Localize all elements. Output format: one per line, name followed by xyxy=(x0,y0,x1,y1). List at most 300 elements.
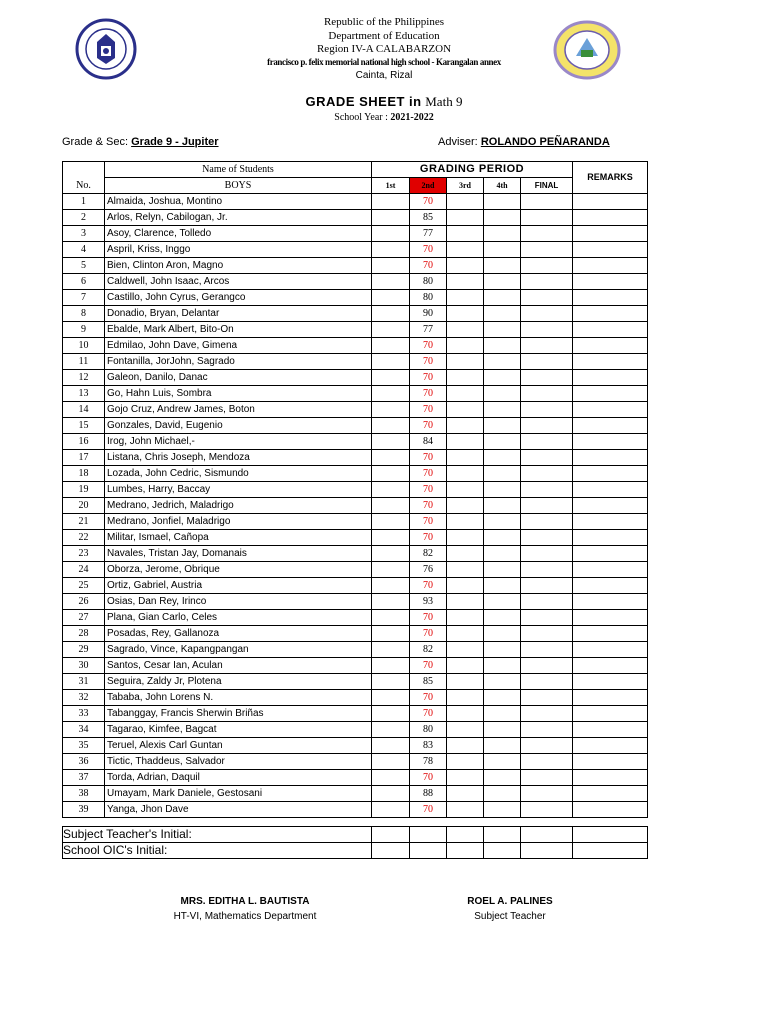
grade-q4-cell xyxy=(484,626,521,642)
grade-q3-cell xyxy=(447,642,484,658)
header-region: Region IV-A CALABARZON xyxy=(316,43,452,55)
table-row xyxy=(63,226,648,242)
grade-q3-cell xyxy=(447,338,484,354)
grade-q1-cell xyxy=(372,578,410,594)
remarks-cell xyxy=(573,274,648,290)
student-name: Yanga, Jhon Dave xyxy=(105,802,372,818)
remarks-cell xyxy=(573,658,648,674)
grade-q3-cell xyxy=(447,610,484,626)
header-row-1 xyxy=(63,162,648,178)
grade-q3-cell xyxy=(447,322,484,338)
teacher-initial-label: Subject Teacher's Initial: xyxy=(63,827,372,843)
grade-q2-cell: 70 xyxy=(410,802,447,818)
remarks-cell xyxy=(573,514,648,530)
grade-q3-cell xyxy=(447,786,484,802)
initial-cell xyxy=(372,843,410,859)
grade-q1-cell xyxy=(372,466,410,482)
final-grade-cell xyxy=(521,706,573,722)
row-number: 6 xyxy=(63,274,105,290)
row-number: 34 xyxy=(63,722,105,738)
row-number: 36 xyxy=(63,754,105,770)
grade-table xyxy=(62,161,648,818)
final-grade-cell xyxy=(521,258,573,274)
student-name: Torda, Adrian, Daquil xyxy=(105,770,372,786)
row-number: 25 xyxy=(63,578,105,594)
grade-q4-cell xyxy=(484,722,521,738)
grade-q4-cell xyxy=(484,338,521,354)
table-row xyxy=(63,322,648,338)
teacher-initial-row xyxy=(63,827,648,843)
student-name: Arlos, Relyn, Cabilogan, Jr. xyxy=(105,210,372,226)
table-row xyxy=(63,258,648,274)
oic-initial-row xyxy=(63,843,648,859)
grade-q4-cell xyxy=(484,402,521,418)
grade-q3-cell xyxy=(447,594,484,610)
grade-q2-cell: 93 xyxy=(410,594,447,610)
grade-q3-cell xyxy=(447,418,484,434)
initial-cell xyxy=(484,827,521,843)
final-grade-cell xyxy=(521,402,573,418)
student-name: Gojo Cruz, Andrew James, Boton xyxy=(105,402,372,418)
grade-q1-cell xyxy=(372,658,410,674)
grade-q1-cell xyxy=(372,642,410,658)
grade-q3-cell xyxy=(447,482,484,498)
q4-header: 4th xyxy=(484,178,521,194)
remarks-cell xyxy=(573,802,648,818)
table-row xyxy=(63,642,648,658)
grade-q3-cell xyxy=(447,242,484,258)
student-name: Almaida, Joshua, Montino xyxy=(105,194,372,210)
table-row xyxy=(63,290,648,306)
no-header-spacer xyxy=(63,162,105,178)
grade-q1-cell xyxy=(372,306,410,322)
grade-q4-cell xyxy=(484,610,521,626)
row-number: 23 xyxy=(63,546,105,562)
student-name: Fontanilla, JorJohn, Sagrado xyxy=(105,354,372,370)
grade-q1-cell xyxy=(372,754,410,770)
student-name: Santos, Cesar Ian, Aculan xyxy=(105,658,372,674)
grade-q3-cell xyxy=(447,722,484,738)
final-grade-cell xyxy=(521,658,573,674)
final-grade-cell xyxy=(521,354,573,370)
grade-q2-cell: 80 xyxy=(410,274,447,290)
grade-q2-cell: 88 xyxy=(410,786,447,802)
initial-cell xyxy=(521,843,573,859)
grade-q1-cell xyxy=(372,290,410,306)
remarks-cell xyxy=(573,194,648,210)
boys-header: BOYS xyxy=(105,178,372,194)
grade-q1-cell xyxy=(372,434,410,450)
grade-q3-cell xyxy=(447,770,484,786)
grade-q1-cell xyxy=(372,482,410,498)
grade-q1-cell xyxy=(372,738,410,754)
student-name: Lumbes, Harry, Baccay xyxy=(105,482,372,498)
student-name: Umayam, Mark Daniele, Gestosani xyxy=(105,786,372,802)
grade-q4-cell xyxy=(484,738,521,754)
grade-q3-cell xyxy=(447,674,484,690)
remarks-cell xyxy=(573,690,648,706)
grade-q2-cell: 70 xyxy=(410,658,447,674)
student-name: Caldwell, John Isaac, Arcos xyxy=(105,274,372,290)
final-grade-cell xyxy=(521,498,573,514)
grade-q2-cell: 76 xyxy=(410,562,447,578)
table-row xyxy=(63,770,648,786)
initial-cell xyxy=(573,827,648,843)
row-number: 22 xyxy=(63,530,105,546)
remarks-cell xyxy=(573,722,648,738)
remarks-cell xyxy=(573,402,648,418)
table-row xyxy=(63,306,648,322)
q3-header: 3rd xyxy=(447,178,484,194)
grade-q2-cell: 84 xyxy=(410,434,447,450)
grade-q1-cell xyxy=(372,194,410,210)
school-year-label: School Year : xyxy=(334,112,388,123)
row-number: 31 xyxy=(63,674,105,690)
grade-q4-cell xyxy=(484,562,521,578)
row-number: 19 xyxy=(63,482,105,498)
final-grade-cell xyxy=(521,290,573,306)
final-grade-cell xyxy=(521,434,573,450)
student-name: Bien, Clinton Aron, Magno xyxy=(105,258,372,274)
final-grade-cell xyxy=(521,370,573,386)
grade-q1-cell xyxy=(372,370,410,386)
grade-q2-cell: 70 xyxy=(410,402,447,418)
grade-q1-cell xyxy=(372,226,410,242)
grade-q3-cell xyxy=(447,402,484,418)
row-number: 20 xyxy=(63,498,105,514)
student-name: Go, Hahn Luis, Sombra xyxy=(105,386,372,402)
grade-q4-cell xyxy=(484,690,521,706)
grade-q2-cell: 70 xyxy=(410,530,447,546)
grade-q4-cell xyxy=(484,242,521,258)
grade-q2-cell: 70 xyxy=(410,514,447,530)
row-number: 7 xyxy=(63,290,105,306)
table-row xyxy=(63,418,648,434)
final-grade-cell xyxy=(521,722,573,738)
student-name: Tagarao, Kimfee, Bagcat xyxy=(105,722,372,738)
grade-q4-cell xyxy=(484,226,521,242)
grade-q3-cell xyxy=(447,274,484,290)
table-row xyxy=(63,738,648,754)
signatory-name: MRS. EDITHA L. BAUTISTA xyxy=(180,896,310,907)
table-row xyxy=(63,354,648,370)
final-grade-cell xyxy=(521,194,573,210)
final-grade-cell xyxy=(521,690,573,706)
student-name: Listana, Chris Joseph, Mendoza xyxy=(105,450,372,466)
grade-q4-cell xyxy=(484,594,521,610)
table-row xyxy=(63,434,648,450)
student-name: Seguira, Zaldy Jr, Plotena xyxy=(105,674,372,690)
remarks-cell xyxy=(573,466,648,482)
grade-q3-cell xyxy=(447,290,484,306)
table-row xyxy=(63,450,648,466)
final-grade-cell xyxy=(521,802,573,818)
grade-q1-cell xyxy=(372,610,410,626)
final-grade-cell xyxy=(521,610,573,626)
remarks-cell xyxy=(573,482,648,498)
table-row xyxy=(63,530,648,546)
remarks-cell xyxy=(573,594,648,610)
table-row xyxy=(63,242,648,258)
grade-q3-cell xyxy=(447,690,484,706)
grade-q2-cell: 80 xyxy=(410,290,447,306)
grade-q4-cell xyxy=(484,802,521,818)
grade-q1-cell xyxy=(372,546,410,562)
student-name: Aspril, Kriss, Inggo xyxy=(105,242,372,258)
remarks-cell xyxy=(573,306,648,322)
grade-q4-cell xyxy=(484,578,521,594)
remarks-cell xyxy=(573,578,648,594)
header-row-2 xyxy=(63,178,648,194)
remarks-cell xyxy=(573,770,648,786)
row-number: 27 xyxy=(63,610,105,626)
final-grade-cell xyxy=(521,482,573,498)
grade-q2-cell: 70 xyxy=(410,610,447,626)
grade-q4-cell xyxy=(484,754,521,770)
initial-cell xyxy=(447,827,484,843)
grade-q4-cell xyxy=(484,418,521,434)
grade-q2-cell: 70 xyxy=(410,194,447,210)
grade-q1-cell xyxy=(372,450,410,466)
grade-q4-cell xyxy=(484,658,521,674)
grade-q2-cell: 70 xyxy=(410,626,447,642)
remarks-cell xyxy=(573,546,648,562)
grade-q4-cell xyxy=(484,450,521,466)
remarks-cell xyxy=(573,386,648,402)
initial-cell xyxy=(447,843,484,859)
remarks-cell xyxy=(573,610,648,626)
no-header: No. xyxy=(63,178,105,194)
table-row xyxy=(63,194,648,210)
grade-q1-cell xyxy=(372,786,410,802)
grade-q3-cell xyxy=(447,258,484,274)
final-grade-cell xyxy=(521,674,573,690)
grade-q4-cell xyxy=(484,210,521,226)
table-row xyxy=(63,370,648,386)
final-grade-cell xyxy=(521,274,573,290)
grading-period-header: GRADING PERIOD xyxy=(372,162,573,178)
school-year-value: 2021-2022 xyxy=(390,112,434,123)
grade-q2-cell: 78 xyxy=(410,754,447,770)
adviser-label: Adviser: xyxy=(438,136,478,148)
title-subject: Math 9 xyxy=(425,94,463,109)
grade-q2-cell: 77 xyxy=(410,322,447,338)
final-grade-cell xyxy=(521,530,573,546)
grade-q2-cell: 85 xyxy=(410,674,447,690)
q2-header: 2nd xyxy=(410,178,447,194)
grade-q1-cell xyxy=(372,210,410,226)
final-grade-cell xyxy=(521,562,573,578)
row-number: 17 xyxy=(63,450,105,466)
row-number: 29 xyxy=(63,642,105,658)
table-row xyxy=(63,402,648,418)
grade-q4-cell xyxy=(484,386,521,402)
adviser xyxy=(438,136,610,148)
final-grade-cell xyxy=(521,418,573,434)
table-row xyxy=(63,754,648,770)
row-number: 37 xyxy=(63,770,105,786)
grade-q1-cell xyxy=(372,274,410,290)
student-name: Galeon, Danilo, Danac xyxy=(105,370,372,386)
signatory-department-head xyxy=(120,896,370,922)
remarks-cell xyxy=(573,210,648,226)
table-row xyxy=(63,722,648,738)
table-row xyxy=(63,690,648,706)
grade-q3-cell xyxy=(447,802,484,818)
student-name: Gonzales, David, Eugenio xyxy=(105,418,372,434)
row-number: 24 xyxy=(63,562,105,578)
table-row xyxy=(63,658,648,674)
row-number: 9 xyxy=(63,322,105,338)
final-grade-cell xyxy=(521,322,573,338)
remarks-cell xyxy=(573,354,648,370)
final-header: FINAL xyxy=(521,178,573,194)
row-number: 30 xyxy=(63,658,105,674)
student-name: Ortiz, Gabriel, Austria xyxy=(105,578,372,594)
signatory-subject-teacher xyxy=(420,896,600,922)
grade-q2-cell: 70 xyxy=(410,386,447,402)
remarks-cell xyxy=(573,626,648,642)
remarks-cell xyxy=(573,322,648,338)
row-number: 2 xyxy=(63,210,105,226)
table-row xyxy=(63,514,648,530)
grade-q3-cell xyxy=(447,658,484,674)
grade-q2-cell: 70 xyxy=(410,354,447,370)
signatory-title: HT-VI, Mathematics Department xyxy=(173,911,317,922)
grade-q2-cell: 70 xyxy=(410,370,447,386)
grade-q4-cell xyxy=(484,706,521,722)
student-name: Plana, Gian Carlo, Celes xyxy=(105,610,372,626)
student-name: Tababa, John Lorens N. xyxy=(105,690,372,706)
final-grade-cell xyxy=(521,242,573,258)
student-name: Edmilao, John Dave, Gimena xyxy=(105,338,372,354)
grade-q1-cell xyxy=(372,514,410,530)
grade-q2-cell: 80 xyxy=(410,722,447,738)
table-row xyxy=(63,610,648,626)
table-row xyxy=(63,482,648,498)
grade-q4-cell xyxy=(484,258,521,274)
grade-q1-cell xyxy=(372,594,410,610)
grade-q4-cell xyxy=(484,770,521,786)
grade-q3-cell xyxy=(447,194,484,210)
table-row xyxy=(63,802,648,818)
final-grade-cell xyxy=(521,594,573,610)
grade-q3-cell xyxy=(447,498,484,514)
row-number: 15 xyxy=(63,418,105,434)
final-grade-cell xyxy=(521,450,573,466)
header-school: francisco p. felix memorial national high school - Karangalan annex xyxy=(267,57,501,67)
student-name: Sagrado, Vince, Kapangpangan xyxy=(105,642,372,658)
grade-q2-cell: 70 xyxy=(410,482,447,498)
grade-q4-cell xyxy=(484,274,521,290)
student-name: Asoy, Clarence, Tolledo xyxy=(105,226,372,242)
grade-q2-cell: 90 xyxy=(410,306,447,322)
row-number: 14 xyxy=(63,402,105,418)
final-grade-cell xyxy=(521,210,573,226)
grade-q2-cell: 70 xyxy=(410,258,447,274)
table-row xyxy=(63,386,648,402)
grade-section-label: Grade & Sec: xyxy=(62,136,129,148)
grade-q3-cell xyxy=(447,386,484,402)
remarks-cell xyxy=(573,338,648,354)
name-header: Name of Students xyxy=(105,162,372,178)
grade-q4-cell xyxy=(484,370,521,386)
final-grade-cell xyxy=(521,786,573,802)
initial-cell xyxy=(410,827,447,843)
grade-q2-cell: 70 xyxy=(410,466,447,482)
table-row xyxy=(63,498,648,514)
student-name: Posadas, Rey, Gallanoza xyxy=(105,626,372,642)
remarks-cell xyxy=(573,290,648,306)
grade-q1-cell xyxy=(372,402,410,418)
remarks-cell xyxy=(573,706,648,722)
final-grade-cell xyxy=(521,226,573,242)
grade-q2-cell: 77 xyxy=(410,226,447,242)
grade-q3-cell xyxy=(447,434,484,450)
remarks-cell xyxy=(573,562,648,578)
row-number: 8 xyxy=(63,306,105,322)
grade-q1-cell xyxy=(372,418,410,434)
row-number: 38 xyxy=(63,786,105,802)
grade-q2-cell: 83 xyxy=(410,738,447,754)
student-name: Castillo, John Cyrus, Gerangco xyxy=(105,290,372,306)
student-name: Tictic, Thaddeus, Salvador xyxy=(105,754,372,770)
grade-q1-cell xyxy=(372,690,410,706)
table-row xyxy=(63,578,648,594)
grade-q3-cell xyxy=(447,370,484,386)
row-number: 11 xyxy=(63,354,105,370)
remarks-cell xyxy=(573,370,648,386)
student-name: Medrano, Jonfiel, Maladrigo xyxy=(105,514,372,530)
table-row xyxy=(63,466,648,482)
row-number: 16 xyxy=(63,434,105,450)
grade-q2-cell: 70 xyxy=(410,338,447,354)
grade-q4-cell xyxy=(484,546,521,562)
title-label: GRADE SHEET in xyxy=(305,94,422,109)
table-row xyxy=(63,210,648,226)
grade-q3-cell xyxy=(447,450,484,466)
student-name: Navales, Tristan Jay, Domanais xyxy=(105,546,372,562)
grade-q1-cell xyxy=(372,802,410,818)
grade-q4-cell xyxy=(484,514,521,530)
remarks-cell xyxy=(573,738,648,754)
table-row xyxy=(63,274,648,290)
grade-q1-cell xyxy=(372,498,410,514)
initial-cell xyxy=(372,827,410,843)
remarks-cell xyxy=(573,786,648,802)
student-name: Tabanggay, Francis Sherwin Briñas xyxy=(105,706,372,722)
table-row xyxy=(63,594,648,610)
student-name: Irog, John Michael,- xyxy=(105,434,372,450)
grade-q2-cell: 70 xyxy=(410,418,447,434)
student-name: Osias, Dan Rey, Irinco xyxy=(105,594,372,610)
row-number: 26 xyxy=(63,594,105,610)
student-name: Militar, Ismael, Cañopa xyxy=(105,530,372,546)
final-grade-cell xyxy=(521,626,573,642)
grade-q3-cell xyxy=(447,226,484,242)
oic-initial-label: School OIC's Initial: xyxy=(63,843,372,859)
student-name: Teruel, Alexis Carl Guntan xyxy=(105,738,372,754)
grade-q2-cell: 70 xyxy=(410,450,447,466)
remarks-cell xyxy=(573,530,648,546)
grade-q3-cell xyxy=(447,354,484,370)
adviser-value: ROLANDO PEÑARANDA xyxy=(480,136,610,148)
grade-q1-cell xyxy=(372,322,410,338)
grade-q2-cell: 70 xyxy=(410,706,447,722)
header-location: Cainta, Rizal xyxy=(355,70,413,81)
page-title xyxy=(0,94,768,110)
grade-q1-cell xyxy=(372,770,410,786)
